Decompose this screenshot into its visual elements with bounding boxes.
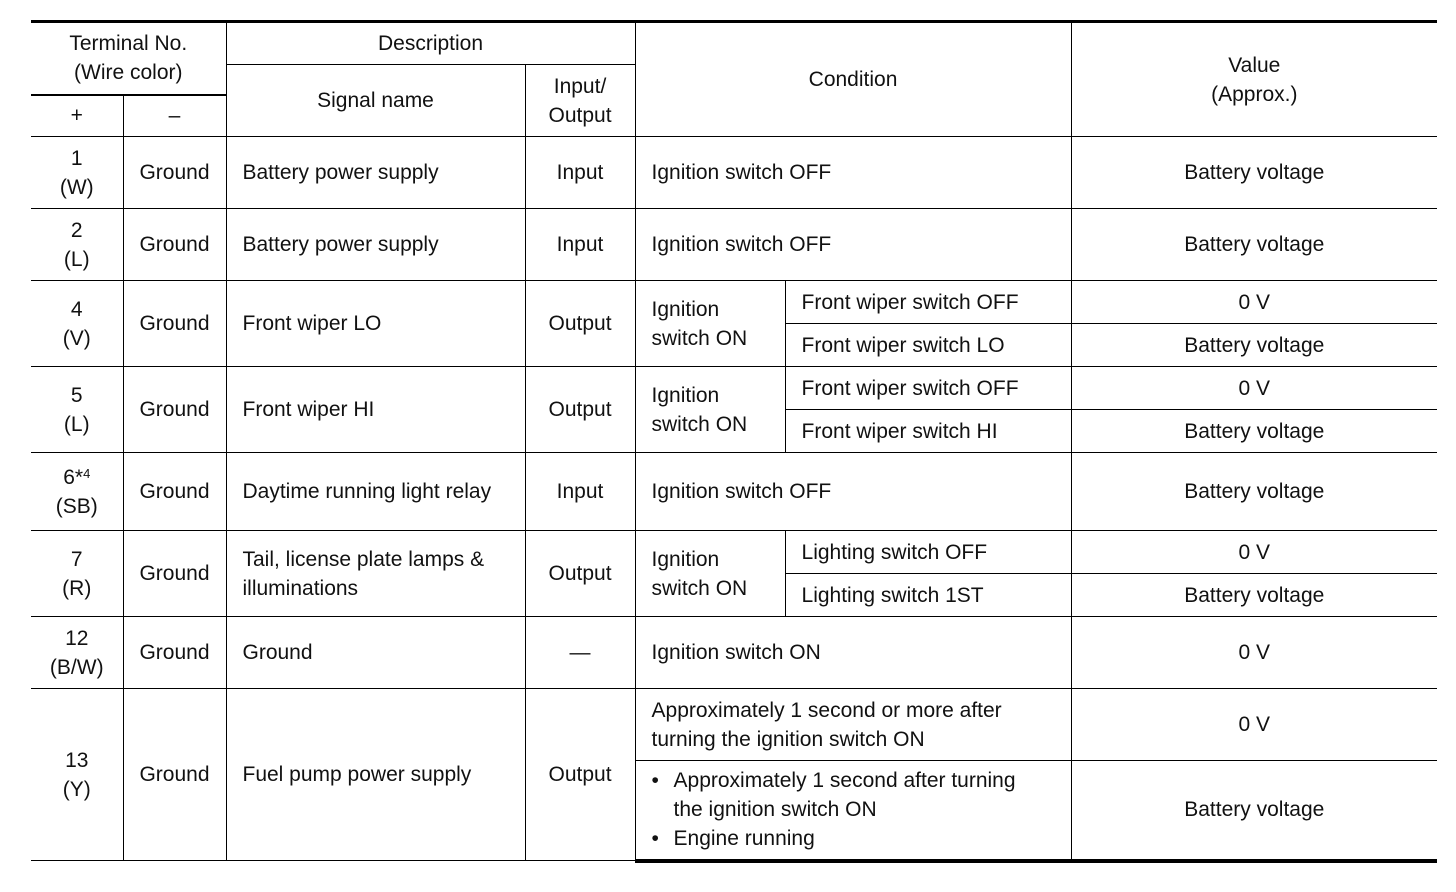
value-label: Value	[1228, 53, 1281, 77]
terminal-cell	[31, 617, 123, 689]
io-header	[525, 65, 635, 137]
bullet-item	[652, 766, 1061, 824]
io-cell: Output	[525, 281, 635, 367]
table-row	[31, 209, 1437, 281]
negative-cell: Ground	[123, 209, 226, 281]
terminal-table	[31, 20, 1437, 863]
bullet-line: • Approximately 1 second after turning	[673, 769, 1016, 793]
signal-name-cell: Ground	[226, 617, 525, 689]
value-cell: Battery voltage	[1071, 410, 1437, 453]
value-cell: Battery voltage	[1071, 324, 1437, 367]
value-cell: 0 V	[1071, 531, 1437, 574]
condition-main-line-2: switch ON	[651, 576, 748, 600]
terminal-no-header	[31, 22, 226, 95]
wire-color: (L)	[63, 247, 90, 271]
io-cell: Input	[525, 137, 635, 209]
terminal-number: 13	[65, 748, 89, 772]
condition-line-1: Approximately 1 second or more after	[651, 698, 1002, 722]
terminal-cell	[31, 137, 123, 209]
terminal-number: 7	[70, 547, 83, 571]
minus-header: –	[123, 95, 226, 137]
table-row	[31, 281, 1437, 324]
value-cell: 0 V	[1071, 367, 1437, 410]
terminal-number-text: 6*	[63, 465, 84, 489]
wire-color: (SB)	[55, 494, 98, 518]
approx-label: (Approx.)	[1211, 82, 1298, 106]
terminal-number: 4	[70, 297, 83, 321]
wire-color: (W)	[59, 175, 94, 199]
condition-header: Condition	[635, 22, 1071, 137]
terminal-cell	[31, 209, 123, 281]
header-row-1	[31, 22, 1437, 65]
sub-condition-cell: Lighting switch OFF	[785, 531, 1071, 574]
negative-cell: Ground	[123, 689, 226, 861]
table-row	[31, 137, 1437, 209]
sub-condition-cell: Lighting switch 1ST	[785, 574, 1071, 617]
value-cell: Battery voltage	[1071, 453, 1437, 531]
signal-name-cell: Battery power supply	[226, 209, 525, 281]
description-header: Description	[226, 22, 635, 65]
table-row	[31, 531, 1437, 574]
condition-bullet-list	[652, 766, 1061, 853]
condition-main-line-1: Ignition	[651, 547, 720, 571]
wire-color-label: (Wire color)	[74, 61, 183, 85]
table-row	[31, 453, 1437, 531]
signal-name-cell: Front wiper HI	[226, 367, 525, 453]
terminal-number	[41, 463, 113, 492]
condition-cell: Ignition switch OFF	[635, 137, 1071, 209]
wire-color: (B/W)	[49, 655, 104, 679]
negative-cell: Ground	[123, 137, 226, 209]
sub-condition-cell: Front wiper switch HI	[785, 410, 1071, 453]
value-cell: 0 V	[1071, 689, 1437, 761]
io-cell: Output	[525, 689, 635, 861]
table-row	[31, 689, 1437, 761]
wire-color: (L)	[63, 412, 90, 436]
value-cell: Battery voltage	[1071, 137, 1437, 209]
wire-color: (V)	[62, 326, 91, 350]
io-label-2: Output	[548, 103, 612, 127]
bullet-line: the ignition switch ON	[673, 798, 877, 822]
sub-condition-cell: Front wiper switch OFF	[785, 281, 1071, 324]
signal-name-cell	[226, 531, 525, 617]
signal-name-line-1: Tail, license plate lamps &	[242, 547, 485, 571]
condition-main-cell	[635, 367, 785, 453]
wire-color: (R)	[62, 576, 92, 600]
terminal-number: 12	[65, 626, 89, 650]
value-cell: 0 V	[1071, 281, 1437, 324]
condition-main-line-2: switch ON	[651, 326, 748, 350]
terminal-cell	[31, 689, 123, 861]
terminal-number: 2	[70, 218, 83, 242]
terminal-number: 5	[70, 383, 83, 407]
condition-line-2: turning the ignition switch ON	[651, 727, 925, 751]
signal-name-header: Signal name	[226, 65, 525, 137]
terminal-cell	[31, 281, 123, 367]
value-cell: Battery voltage	[1071, 574, 1437, 617]
terminal-cell	[31, 531, 123, 617]
value-cell: Battery voltage	[1071, 761, 1437, 861]
io-cell: Output	[525, 531, 635, 617]
condition-main-line-1: Ignition	[651, 297, 720, 321]
negative-cell: Ground	[123, 531, 226, 617]
condition-main-line-2: switch ON	[651, 412, 748, 436]
plus-header: +	[31, 95, 123, 137]
bullet-item: • Engine running	[652, 824, 1061, 853]
io-cell: Input	[525, 209, 635, 281]
signal-name-cell: Front wiper LO	[226, 281, 525, 367]
condition-cell: Ignition switch OFF	[635, 453, 1071, 531]
condition-cell: Ignition switch ON	[635, 617, 1071, 689]
value-cell: 0 V	[1071, 617, 1437, 689]
signal-name-cell: Battery power supply	[226, 137, 525, 209]
condition-cell	[635, 689, 1071, 761]
sub-condition-cell: Front wiper switch OFF	[785, 367, 1071, 410]
condition-main-cell	[635, 531, 785, 617]
value-cell: Battery voltage	[1071, 209, 1437, 281]
io-cell: Output	[525, 367, 635, 453]
signal-name-line-2: illuminations	[242, 576, 359, 600]
negative-cell: Ground	[123, 453, 226, 531]
negative-cell: Ground	[123, 281, 226, 367]
condition-cell: Ignition switch OFF	[635, 209, 1071, 281]
condition-main-line-1: Ignition	[651, 383, 720, 407]
sub-condition-cell: Front wiper switch LO	[785, 324, 1071, 367]
negative-cell: Ground	[123, 617, 226, 689]
condition-main-cell	[635, 281, 785, 367]
terminal-cell	[31, 453, 123, 531]
condition-cell	[635, 761, 1071, 861]
terminal-number: 1	[70, 146, 83, 170]
table-row	[31, 367, 1437, 410]
terminal-cell	[31, 367, 123, 453]
table-row	[31, 617, 1437, 689]
signal-name-cell: Daytime running light relay	[226, 453, 525, 531]
terminal-no-label: Terminal No.	[69, 32, 188, 56]
footnote-marker: 4	[83, 465, 91, 481]
io-cell: Input	[525, 453, 635, 531]
value-header	[1071, 22, 1437, 137]
wire-color: (Y)	[62, 777, 91, 801]
io-cell: —	[525, 617, 635, 689]
signal-name-cell: Fuel pump power supply	[226, 689, 525, 861]
negative-cell: Ground	[123, 367, 226, 453]
io-label-1: Input/	[553, 74, 607, 98]
